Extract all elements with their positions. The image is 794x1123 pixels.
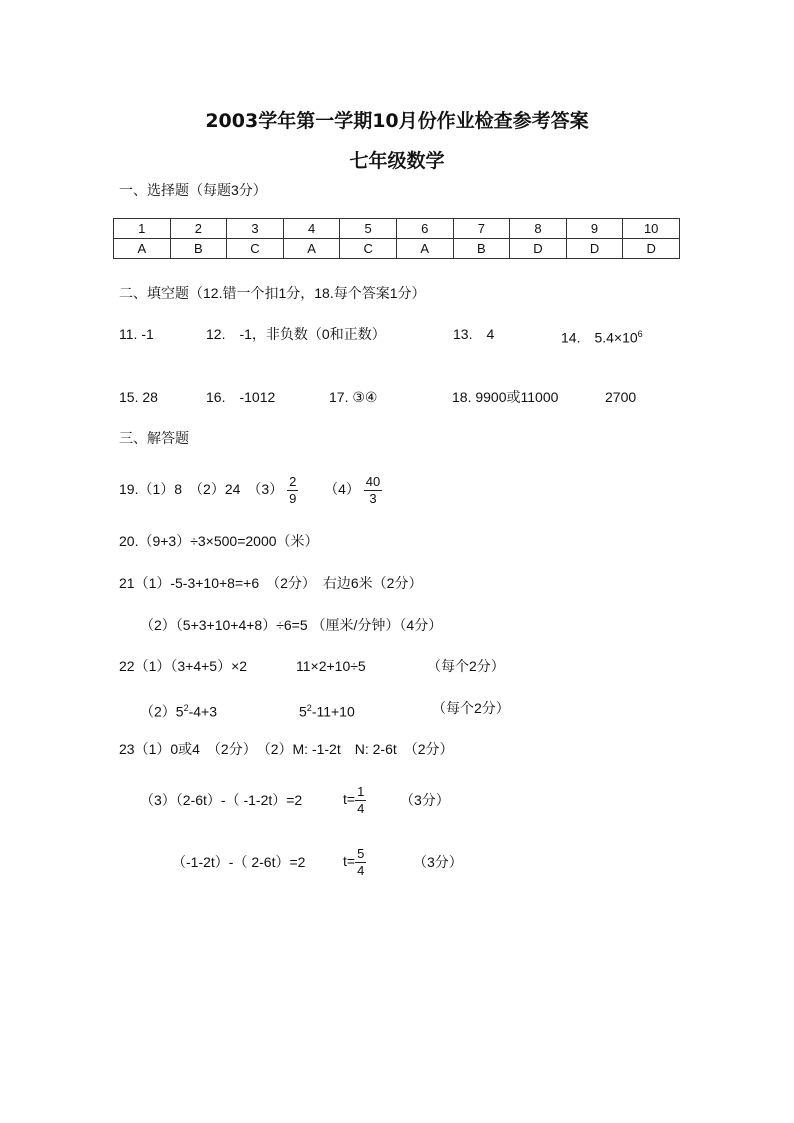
question-number-cell: 8 <box>510 219 567 239</box>
answer-23-3-b: （-1-2t）-（ 2-6t）=2 <box>172 854 306 870</box>
answer-17: 17. ③④ <box>329 389 378 405</box>
fraction: $\frac{5}{4}$ <box>357 845 365 878</box>
answer-19: 19.（1）8 （2）24 （3） $\frac{2}{9}$ （4） $\frac{40}{3}$ <box>119 473 381 506</box>
fraction: $\frac{2}{9}$ <box>289 473 297 506</box>
question-number-cell: 2 <box>170 219 227 239</box>
question-number-cell: 6 <box>396 219 453 239</box>
answer-22-2-score: （每个2分） <box>432 700 510 716</box>
section-2-heading: 二、填空题（12.错一个扣1分，18.每个答案1分） <box>119 285 426 301</box>
page-title: 2003学年第一学期10月份作业检查参考答案 <box>205 110 589 132</box>
section-1-heading: 一、选择题（每题3分） <box>119 182 267 198</box>
answer-16: 16. -1012 <box>206 389 276 405</box>
question-number-cell: 1 <box>114 219 171 239</box>
answer-cell: A <box>396 239 453 259</box>
answer-22-2-a: $(2)5^2-4+3$ <box>140 703 218 720</box>
answer-12: 12. -1，非负数（0和正数） <box>206 326 386 342</box>
answer-23-3-a: （3）（2-6t）-（ -1-2t）=2 <box>140 792 303 808</box>
answer-cell: A <box>283 239 340 259</box>
answer-22-2-b: $5^2-11+10$ <box>299 703 355 720</box>
question-number-cell: 5 <box>340 219 397 239</box>
answer-cell: C <box>227 239 284 259</box>
answer-cell: D <box>623 239 680 259</box>
choice-answer-table <box>113 218 680 259</box>
answer-23-3-a-score: （3分） <box>400 792 450 808</box>
answer-22-1-a: 22（1）（3+4+5）×2 <box>119 658 248 674</box>
answer-18-b: 2700 <box>605 389 637 405</box>
question-number-cell: 3 <box>227 219 284 239</box>
fraction: $\frac{40}{3}$ <box>365 473 381 506</box>
answer-cell: A <box>114 239 171 259</box>
question-number-cell: 4 <box>283 219 340 239</box>
question-number-cell: 10 <box>623 219 680 239</box>
answer-23-3-b-score: （3分） <box>413 854 463 870</box>
answer-15: 15. 28 <box>119 389 158 405</box>
answer-11: 11. -1 <box>119 326 154 342</box>
table-row <box>114 239 680 259</box>
answer-cell: C <box>340 239 397 259</box>
table-row <box>114 219 680 239</box>
answer-21-2: （2）（5+3+10+4+8）÷6=5 （厘米/分钟）（4分） <box>140 617 443 633</box>
answer-23-1: 23（1）0或4 （2分） （2）M: -1-2t N: 2-6t （2分） <box>119 741 454 757</box>
answer-21-1: 21（1）-5-3+10+8=+6 （2分） 右边6米（2分） <box>119 575 423 591</box>
answer-23-3-b-result: t= $\frac{5}{4}$ <box>343 845 365 878</box>
answer-cell: D <box>566 239 623 259</box>
answer-22-1-score: （每个2分） <box>427 658 505 674</box>
answer-22-1-b: 11×2+10÷5 <box>296 658 366 674</box>
answer-23-3-a-result: t= $\frac{1}{4}$ <box>343 783 365 816</box>
question-number-cell: 9 <box>566 219 623 239</box>
answer-cell: D <box>510 239 567 259</box>
answer-20: 20.（9+3）÷3×500=2000（米） <box>119 533 319 549</box>
page-subtitle: 七年级数学 <box>349 150 445 172</box>
section-3-heading: 三、解答题 <box>119 430 189 446</box>
question-number-cell: 7 <box>453 219 510 239</box>
answer-18-a: 18. 9900或11000 <box>452 389 559 405</box>
answer-cell: B <box>453 239 510 259</box>
answer-13: 13. 4 <box>453 326 495 342</box>
answer-cell: B <box>170 239 227 259</box>
answer-14: 14. $5.4\times 10^6$ <box>561 329 643 346</box>
fraction: $\frac{1}{4}$ <box>357 783 365 816</box>
